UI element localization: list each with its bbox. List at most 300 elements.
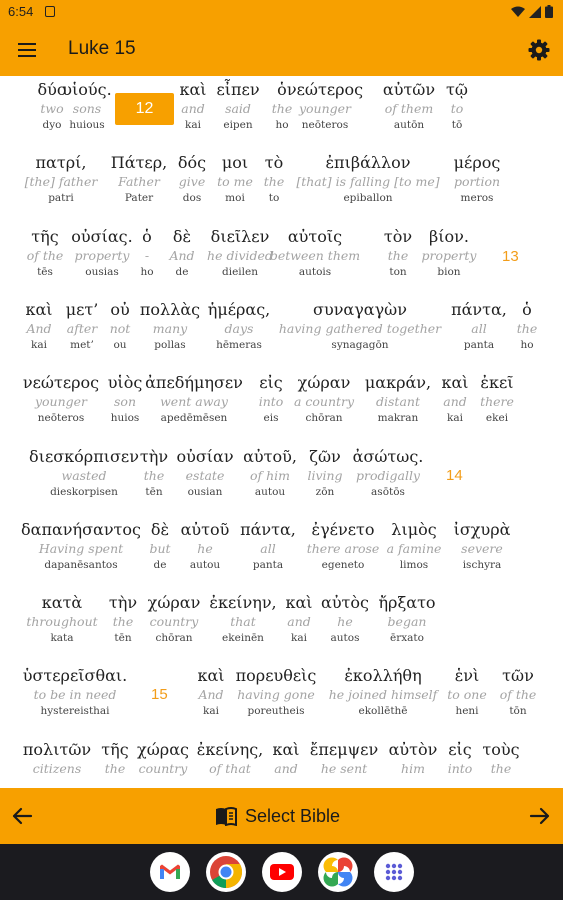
transliteration: synagagōn <box>331 339 389 351</box>
greek-word: καὶ <box>441 373 469 392</box>
interlinear-word[interactable] <box>21 520 141 573</box>
greek-word: τοὺς <box>482 740 520 759</box>
interlinear-word[interactable] <box>149 520 170 573</box>
greek-word: αὐτοῦ <box>180 520 230 539</box>
transliteration: tēn <box>114 632 132 644</box>
interlinear-word[interactable] <box>71 227 132 280</box>
interlinear-word[interactable] <box>178 153 206 206</box>
greek-word: τῆς <box>101 740 129 759</box>
english-gloss: having gathered together <box>278 321 442 336</box>
transliteration: Pater <box>124 192 154 204</box>
verse-number[interactable]: 13 <box>502 248 519 265</box>
transliteration: ho <box>140 266 154 278</box>
transliteration: pollas <box>154 339 186 351</box>
interlinear-word[interactable] <box>384 227 412 280</box>
transliteration: ischyra <box>462 559 502 571</box>
transliteration: kai <box>291 632 307 644</box>
interlinear-word[interactable] <box>296 153 439 206</box>
english-gloss: - <box>144 248 150 263</box>
greek-word: οὐσίαν <box>176 447 234 466</box>
english-gloss: of that <box>209 761 251 776</box>
greek-word: ἐκείνην, <box>209 593 277 612</box>
greek-word: μακράν, <box>364 373 432 392</box>
interlinear-word[interactable] <box>387 520 442 573</box>
english-gloss: having gone <box>237 687 315 702</box>
english-gloss: throughout <box>26 614 98 629</box>
interlinear-word[interactable] <box>307 520 380 573</box>
greek-word: ὁ <box>142 227 152 246</box>
english-gloss: citizens <box>32 761 82 776</box>
greek-word: αὐτοῦ, <box>243 447 297 466</box>
transliteration: dieskorpisen <box>50 486 118 498</box>
english-gloss: all <box>260 541 276 556</box>
english-gloss: property <box>421 248 477 263</box>
interlinear-word[interactable] <box>264 153 284 206</box>
english-gloss: the <box>104 761 126 776</box>
interlinear-word[interactable] <box>287 80 363 133</box>
english-gloss: and <box>181 101 205 116</box>
greek-word: πάντα, <box>240 520 296 539</box>
greek-word: καὶ <box>285 593 313 612</box>
greek-word: λιμὸς <box>391 520 437 539</box>
interlinear-word[interactable] <box>321 593 369 646</box>
english-gloss: that <box>230 614 256 629</box>
bottom-bar <box>0 788 563 844</box>
app-drawer-icon[interactable] <box>374 852 414 892</box>
interlinear-word[interactable] <box>236 666 317 719</box>
greek-word: τῆς <box>31 227 59 246</box>
transliteration: huious <box>69 119 105 131</box>
interlinear-word[interactable] <box>111 153 167 206</box>
verse-number[interactable]: 14 <box>446 467 463 484</box>
transliteration: eipen <box>223 119 253 131</box>
transliteration: epiballon <box>343 192 393 204</box>
transliteration: kai <box>447 412 463 424</box>
english-gloss: [the] father <box>24 174 98 189</box>
transliteration: tēs <box>37 266 53 278</box>
greek-word: δὲ <box>172 227 192 246</box>
transliteration: tō <box>451 119 463 131</box>
greek-word: πολλὰς <box>139 300 201 319</box>
english-gloss: the <box>112 614 134 629</box>
app-bar <box>0 24 563 76</box>
english-gloss: he joined himself <box>328 687 438 702</box>
interlinear-word[interactable] <box>197 740 264 778</box>
transliteration: dapanēsantos <box>44 559 118 571</box>
greek-word: οὐσίας. <box>71 227 133 246</box>
english-gloss: severe <box>461 541 503 556</box>
greek-word: κατὰ <box>41 593 83 612</box>
greek-word: αὐτοῖς <box>287 227 343 246</box>
transliteration: kai <box>203 705 219 717</box>
interlinear-word[interactable] <box>243 447 297 500</box>
greek-word: πατρί, <box>35 153 87 172</box>
interlinear-word[interactable] <box>310 740 378 778</box>
transliteration: zōn <box>315 486 335 498</box>
english-gloss: the <box>516 321 538 336</box>
interlinear-word[interactable] <box>378 593 435 646</box>
greek-word: τὴν <box>108 593 138 612</box>
interlinear-word[interactable] <box>148 593 201 646</box>
greek-word: ἑνὶ <box>454 666 480 685</box>
english-gloss: he divided <box>207 248 273 263</box>
chrome-icon[interactable] <box>206 852 246 892</box>
notification-icon <box>45 6 55 17</box>
english-gloss: [that] is falling [to me] <box>296 174 440 189</box>
interlinear-word[interactable] <box>197 666 224 719</box>
english-gloss: not <box>109 321 131 336</box>
greek-word: ἐγένετο <box>311 520 375 539</box>
greek-word: τῶν <box>502 666 534 685</box>
english-gloss: of him <box>249 468 291 483</box>
transliteration: met’ <box>70 339 94 351</box>
interlinear-word[interactable] <box>140 447 168 500</box>
transliteration: ou <box>113 339 127 351</box>
interlinear-word[interactable] <box>169 227 194 280</box>
english-gloss: and <box>274 761 298 776</box>
english-gloss: days <box>224 321 254 336</box>
transliteration: ho <box>520 339 534 351</box>
transliteration: ton <box>389 266 407 278</box>
interlinear-word[interactable] <box>480 373 514 426</box>
greek-word: ὁ <box>277 80 287 99</box>
english-gloss: Father <box>118 174 160 189</box>
greek-word: μέρος <box>453 153 501 172</box>
interlinear-word[interactable] <box>482 740 519 778</box>
greek-word: ἐκεῖ <box>480 373 514 392</box>
wifi-icon <box>511 6 525 18</box>
interlinear-word[interactable] <box>137 740 189 778</box>
interlinear-word[interactable] <box>140 300 200 353</box>
greek-word: εἶπεν <box>216 80 260 99</box>
english-gloss: prodigally <box>355 468 420 483</box>
greek-word: δαπανήσαντος <box>21 520 141 539</box>
interlinear-word[interactable] <box>451 300 507 353</box>
gmail-icon[interactable] <box>150 852 190 892</box>
english-gloss: but <box>149 541 171 556</box>
transliteration: meros <box>460 192 494 204</box>
greek-word: αὐτὸν <box>388 740 438 759</box>
english-gloss: a famine <box>386 541 442 556</box>
english-gloss: to <box>450 101 464 116</box>
transliteration: autōn <box>393 119 425 131</box>
english-gloss: the <box>263 174 285 189</box>
arrow-right-icon[interactable] <box>528 804 552 828</box>
greek-word: αὐτὸς <box>321 593 369 612</box>
photos-icon[interactable] <box>318 852 358 892</box>
greek-word: χώρας <box>137 740 189 759</box>
english-gloss: he sent <box>320 761 368 776</box>
interlinear-word[interactable] <box>270 227 360 280</box>
english-gloss: the <box>387 248 409 263</box>
english-gloss: and <box>287 614 311 629</box>
transliteration: bion <box>437 266 461 278</box>
transliteration: ērxato <box>390 632 424 644</box>
transliteration: ekeinēn <box>222 632 264 644</box>
english-gloss: a country <box>293 394 355 409</box>
greek-word: αὐτῶν <box>382 80 436 99</box>
english-gloss: to one <box>447 687 487 702</box>
interlinear-word[interactable] <box>329 666 438 719</box>
english-gloss: into <box>258 394 284 409</box>
interlinear-word[interactable] <box>181 520 230 573</box>
greek-word: μοι <box>221 153 249 172</box>
transliteration: kai <box>185 119 201 131</box>
greek-word: τὸ <box>264 153 284 172</box>
english-gloss: living <box>307 468 343 483</box>
greek-word: δύο <box>37 80 67 99</box>
transliteration: ousias <box>85 266 119 278</box>
transliteration: ekollēthē <box>358 705 408 717</box>
interlinear-word[interactable] <box>422 227 477 280</box>
interlinear-word[interactable] <box>66 300 99 353</box>
greek-word: μετ’ <box>65 300 99 319</box>
english-gloss: after <box>66 321 98 336</box>
greek-word: ἀσώτως. <box>352 447 424 466</box>
greek-word: υἱούς. <box>62 80 112 99</box>
english-gloss: all <box>471 321 487 336</box>
greek-word: νεώτερος <box>22 373 100 392</box>
interlinear-word[interactable] <box>448 740 473 778</box>
interlinear-word[interactable] <box>383 80 435 133</box>
book-icon <box>215 806 237 826</box>
select-bible-label: Select Bible <box>245 805 341 826</box>
status-time: 6:54 <box>8 4 34 19</box>
english-gloss: he <box>337 614 353 629</box>
transliteration: ho <box>275 119 289 131</box>
greek-word: ἐπιβάλλον <box>325 153 411 172</box>
interlinear-word[interactable] <box>27 227 64 280</box>
transliteration: huios <box>110 412 140 424</box>
english-gloss: he <box>197 541 213 556</box>
interlinear-word[interactable] <box>216 80 259 133</box>
transliteration: kai <box>31 339 47 351</box>
english-gloss: there <box>480 394 514 409</box>
greek-word: οὐ <box>110 300 130 319</box>
greek-word: συναγαγὼν <box>313 300 407 319</box>
greek-word: ἰσχυρὰ <box>453 520 511 539</box>
english-gloss: Having spent <box>38 541 124 556</box>
greek-word: διεσκόρπισεν <box>29 447 139 466</box>
transliteration: dieilen <box>221 266 258 278</box>
interlinear-word[interactable] <box>272 740 299 778</box>
greek-word: εἰς <box>259 373 283 392</box>
transliteration: apedēmēsen <box>160 412 228 424</box>
verse-number-selected[interactable]: 12 <box>115 93 174 125</box>
transliteration: autou <box>189 559 221 571</box>
english-gloss: And <box>198 687 224 702</box>
battery-icon <box>545 5 553 18</box>
english-gloss: to be in need <box>33 687 117 702</box>
interlinear-word[interactable] <box>25 153 98 206</box>
english-gloss: into <box>447 761 473 776</box>
interlinear-word[interactable] <box>108 373 143 426</box>
greek-word: ἡμέρας, <box>207 300 271 319</box>
greek-word: δὲ <box>150 520 170 539</box>
english-gloss: of the <box>26 248 64 263</box>
interlinear-word[interactable] <box>259 373 284 426</box>
transliteration: hystereisthai <box>40 705 110 717</box>
transliteration: ousian <box>187 486 223 498</box>
english-gloss: of the <box>499 687 537 702</box>
verse-number[interactable]: 15 <box>151 686 168 703</box>
interlinear-word[interactable] <box>240 520 296 573</box>
english-gloss: give <box>178 174 206 189</box>
interlinear-word[interactable] <box>140 227 153 280</box>
greek-word: πάντα, <box>451 300 507 319</box>
transliteration: de <box>153 559 167 571</box>
interlinear-word[interactable] <box>217 153 253 206</box>
interlinear-word[interactable] <box>500 666 537 719</box>
interlinear-word[interactable] <box>517 300 537 353</box>
greek-word: χώραν <box>147 593 201 612</box>
greek-word: νεώτερος <box>286 80 364 99</box>
interlinear-word[interactable] <box>365 373 431 426</box>
english-gloss: him <box>401 761 425 776</box>
interlinear-word[interactable] <box>208 300 271 353</box>
english-gloss: sons <box>72 101 102 116</box>
greek-word: τῷ <box>446 80 468 99</box>
transliteration: dyo <box>42 119 62 131</box>
transliteration: poreutheis <box>247 705 305 717</box>
english-gloss: the <box>271 101 293 116</box>
greek-word: πορευθεὶς <box>235 666 317 685</box>
english-gloss: younger <box>34 394 88 409</box>
system-dock <box>0 844 563 900</box>
transliteration: asōtōs <box>371 486 405 498</box>
transliteration: heni <box>455 705 479 717</box>
interlinear-word[interactable] <box>446 80 468 133</box>
interlinear-word[interactable] <box>454 153 501 206</box>
transliteration: hēmeras <box>216 339 262 351</box>
interlinear-word[interactable] <box>145 373 243 426</box>
interlinear-word[interactable] <box>110 300 131 353</box>
english-gloss: began <box>387 614 427 629</box>
transliteration: makran <box>377 412 419 424</box>
greek-word: υἱὸς <box>107 373 143 392</box>
english-gloss: many <box>152 321 188 336</box>
interlinear-word[interactable] <box>307 447 342 500</box>
interlinear-word[interactable] <box>23 373 99 426</box>
greek-word: χώραν <box>297 373 351 392</box>
transliteration: autos <box>330 632 360 644</box>
interlinear-word[interactable] <box>441 373 468 426</box>
transliteration: chōran <box>305 412 343 424</box>
english-gloss: country <box>149 614 199 629</box>
english-gloss: wasted <box>61 468 107 483</box>
greek-word: καὶ <box>179 80 207 99</box>
transliteration: chōran <box>155 632 193 644</box>
interlinear-word[interactable] <box>179 80 206 133</box>
english-gloss: two <box>40 101 64 116</box>
transliteration: limos <box>399 559 429 571</box>
transliteration: autois <box>298 266 332 278</box>
greek-word: ἤρξατο <box>378 593 436 612</box>
greek-word: βίον. <box>429 227 469 246</box>
transliteration: autou <box>254 486 286 498</box>
status-bar <box>0 0 563 24</box>
transliteration: ekei <box>485 412 509 424</box>
greek-word: πολιτῶν <box>22 740 92 759</box>
greek-word: Πάτερ, <box>110 153 168 172</box>
english-gloss: went away <box>160 394 228 409</box>
greek-word: ὑστερεῖσθαι. <box>22 666 128 685</box>
transliteration: moi <box>225 192 245 204</box>
transliteration: dos <box>182 192 202 204</box>
transliteration: to <box>268 192 280 204</box>
english-gloss: portion <box>453 174 501 189</box>
greek-word: ὁ <box>522 300 532 319</box>
greek-word: ἀπεδήμησεν <box>145 373 243 392</box>
english-gloss: the <box>143 468 165 483</box>
interlinear-word[interactable] <box>285 593 312 646</box>
english-gloss: And <box>26 321 52 336</box>
interlinear-word[interactable] <box>176 447 233 500</box>
greek-word: ἐκείνης, <box>196 740 264 759</box>
interlinear-word[interactable] <box>23 740 91 778</box>
greek-word: ἐκολλήθη <box>344 666 422 685</box>
interlinear-word[interactable] <box>26 593 97 646</box>
greek-word: εἰς <box>448 740 472 759</box>
interlinear-word[interactable] <box>207 227 273 280</box>
greek-word: δός <box>177 153 207 172</box>
signal-icon <box>529 6 541 18</box>
greek-word: τὸν <box>383 227 413 246</box>
greek-word: καὶ <box>25 300 53 319</box>
transliteration: panta <box>463 339 495 351</box>
interlinear-word[interactable] <box>389 740 438 778</box>
transliteration: tōn <box>509 705 527 717</box>
greek-word: καὶ <box>272 740 300 759</box>
menu-icon[interactable] <box>16 39 38 61</box>
interlinear-word[interactable] <box>294 373 354 426</box>
interlinear-word[interactable] <box>279 300 441 353</box>
english-gloss: said <box>225 101 251 116</box>
interlinear-word[interactable] <box>62 80 111 133</box>
greek-word: ἔπεμψεν <box>309 740 379 759</box>
youtube-icon[interactable] <box>262 852 302 892</box>
interlinear-word[interactable] <box>29 447 139 500</box>
transliteration: kata <box>50 632 74 644</box>
transliteration: egeneto <box>321 559 365 571</box>
arrow-left-icon[interactable] <box>10 804 34 828</box>
english-gloss: estate <box>185 468 225 483</box>
interlinear-word[interactable] <box>353 447 424 500</box>
interlinear-word[interactable] <box>25 300 52 353</box>
english-gloss: between them <box>269 248 361 263</box>
greek-word: ζῶν <box>309 447 341 466</box>
select-bible-button[interactable] <box>215 804 340 828</box>
english-gloss: of them <box>384 101 434 116</box>
transliteration: neōteros <box>301 119 349 131</box>
english-gloss: the <box>490 761 512 776</box>
interlinear-word[interactable] <box>209 593 276 646</box>
transliteration: tēn <box>145 486 163 498</box>
english-gloss: to me <box>217 174 253 189</box>
greek-word: καὶ <box>197 666 225 685</box>
interlinear-word[interactable] <box>447 666 487 719</box>
interlinear-word[interactable] <box>454 520 511 573</box>
english-gloss: son <box>114 394 136 409</box>
interlinear-word[interactable] <box>109 593 137 646</box>
interlinear-word[interactable] <box>23 666 127 719</box>
interlinear-text <box>0 76 563 788</box>
interlinear-word[interactable] <box>101 740 128 778</box>
english-gloss: and <box>443 394 467 409</box>
transliteration: de <box>175 266 189 278</box>
english-gloss: younger <box>298 101 352 116</box>
gear-icon[interactable] <box>527 38 551 62</box>
